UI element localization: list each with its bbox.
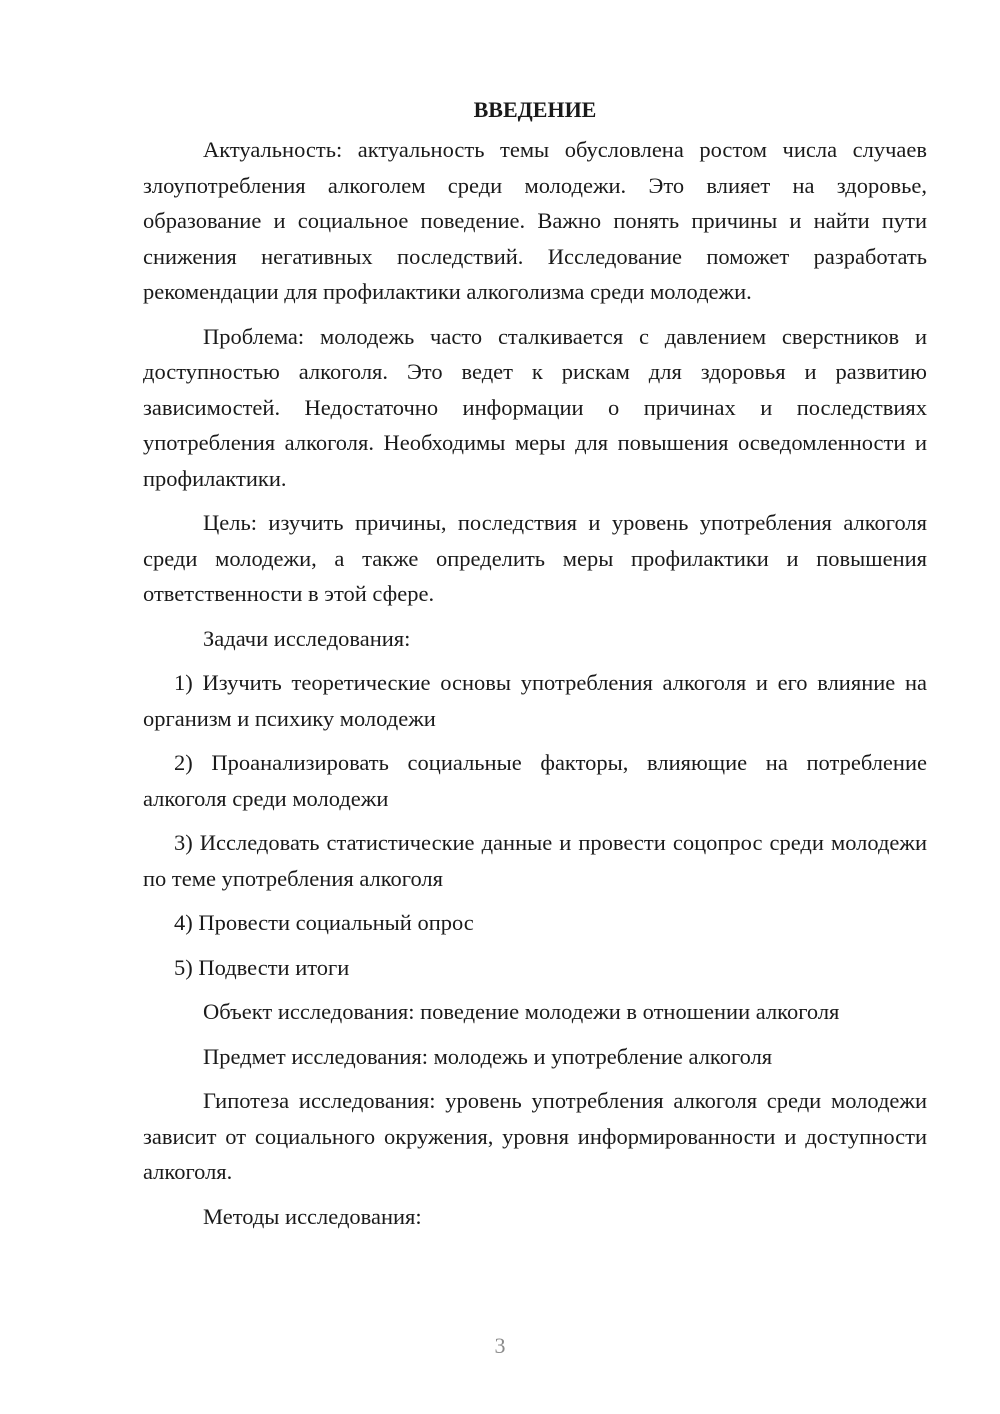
methods-heading: Методы исследования: bbox=[203, 1203, 422, 1229]
page-number: 3 bbox=[494, 1333, 506, 1358]
task-item-1: 1) Изучить теоретические основы употребления алкоголя и его влияние на организм и психику молодежи bbox=[143, 670, 927, 731]
page-content bbox=[143, 92, 927, 1234]
paragraph-hypothesis: Гипотеза исследования: уровень употребления алкоголя среди молодежи зависит от социального окружения, уровня информированности и доступности алкоголя. bbox=[143, 1088, 927, 1184]
task-item-5: 5) Подвести итоги bbox=[174, 954, 350, 980]
paragraph-problem: Проблема: молодежь часто сталкивается с давлением сверстников и доступностью алкоголя. Это ведет к рискам для здоровья и развитию зависимостей. Недостаточно информации о причинах и последствиях употребления алкоголя. Необходимы меры для повышения осведомленности и профилактики. bbox=[143, 323, 927, 491]
section-title: ВВЕДЕНИЕ bbox=[473, 97, 597, 122]
paragraph-goal: Цель: изучить причины, последствия и уровень употребления алкоголя среди молодежи, а также определить меры профилактики и повышения ответственности в этой сфере. bbox=[143, 510, 927, 606]
paragraph-subject: Предмет исследования: молодежь и употребление алкоголя bbox=[203, 1043, 773, 1069]
task-item-2: 2) Проанализировать социальные факторы, влияющие на потребление алкоголя среди молодежи bbox=[143, 750, 927, 811]
tasks-heading: Задачи исследования: bbox=[203, 625, 411, 651]
paragraph-object: Объект исследования: поведение молодежи в отношении алкоголя bbox=[203, 999, 840, 1024]
paragraph-relevance: Актуальность: актуальность темы обусловлена ростом числа случаев злоупотребления алкоголем среди молодежи. Это влияет на здоровье, образование и социальное поведение. Важно понять причины и найти пути снижения негативных последствий. Исследование поможет разработать рекомендации для профилактики алкоголизма среди молодежи. bbox=[143, 137, 927, 304]
task-item-3: 3) Исследовать статистические данные и провести соцопрос среди молодежи по теме употребления алкоголя bbox=[143, 830, 927, 891]
task-item-4: 4) Провести социальный опрос bbox=[174, 910, 474, 935]
